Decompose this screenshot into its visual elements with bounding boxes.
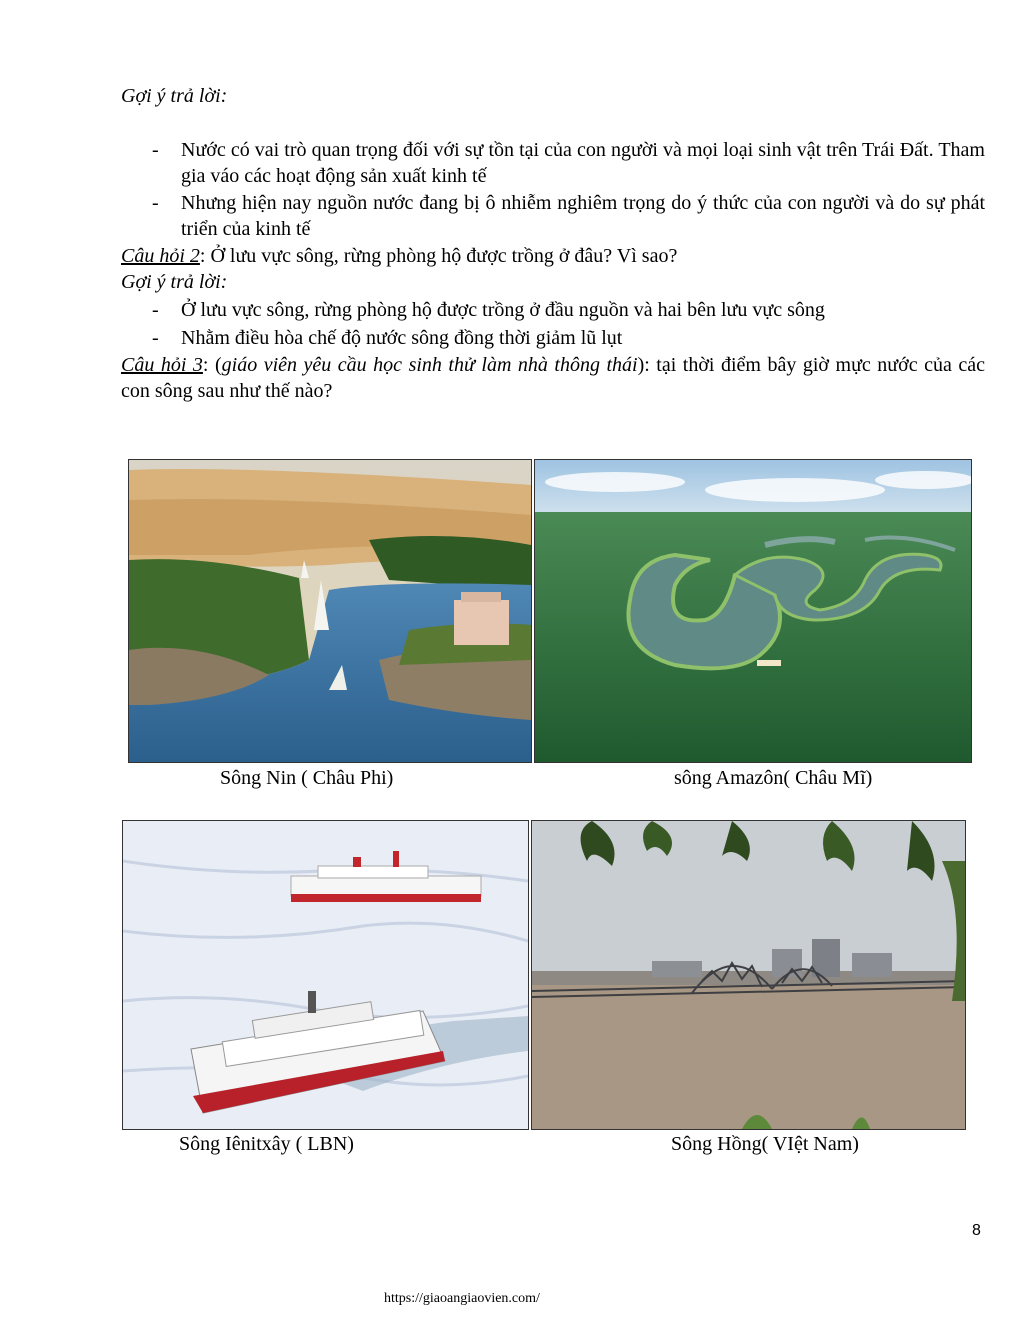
red-river-photo (531, 820, 966, 1130)
question-3-label: Câu hỏi 3 (121, 354, 203, 376)
bullet-dash: - (152, 139, 159, 161)
footer-url[interactable]: https://giaoangiaovien.com/ (384, 1291, 540, 1306)
question-2-text: : Ở lưu vực sông, rừng phòng hộ được trồng ở đâu? Vì sao? (199, 245, 678, 267)
bullet-dash: - (152, 299, 159, 321)
nile-river-photo (128, 459, 532, 763)
question-3 (121, 352, 985, 404)
question-3-rest: ): tại thời điểm bây giờ mực nước của các con sông sau như thế nào? (121, 354, 985, 402)
hint-heading-1: Gợi ý trả lời: (121, 85, 228, 107)
question-2 (121, 243, 677, 269)
page-number: 8 (972, 1222, 981, 1239)
answer2-item-2: Nhằm điều hòa chế độ nước sông đồng thời giảm lũ lụt (181, 327, 623, 349)
caption-amazon: sông Amazôn( Châu Mĩ) (674, 767, 873, 789)
bullet-dash: - (152, 327, 159, 349)
question-2-label: Câu hỏi 2 (121, 245, 200, 267)
question-3-italic: giáo viên yêu cầu học sinh thử làm nhà thông thái (221, 354, 638, 376)
caption-yenisei: Sông Iênitxây ( LBN) (179, 1133, 354, 1155)
answer2-item-1: Ở lưu vực sông, rừng phòng hộ được trồng ở đầu nguồn và hai bên lưu vực sông (181, 299, 825, 321)
bullet-dash: - (152, 192, 159, 214)
answer1-item-2: Nhưng hiện nay nguồn nước đang bị ô nhiễm nghiêm trọng do ý thức của con người và do sự phát triển của kinh tế (181, 192, 985, 240)
amazon-river-photo (534, 459, 972, 763)
hint-heading-2: Gợi ý trả lời: (121, 271, 228, 293)
caption-red-river: Sông Hồng( VIệt Nam) (671, 1133, 859, 1155)
question-3-colon: : ( (202, 354, 222, 376)
answer1-item-1: Nước có vai trò quan trọng đối với sự tồn tại của con người và mọi loại sinh vật trên Trái Đất. Tham gia váo các hoạt động sản xuất kinh tế (181, 139, 985, 187)
caption-nile: Sông Nin ( Châu Phi) (220, 767, 394, 789)
yenisei-river-photo (122, 820, 529, 1130)
